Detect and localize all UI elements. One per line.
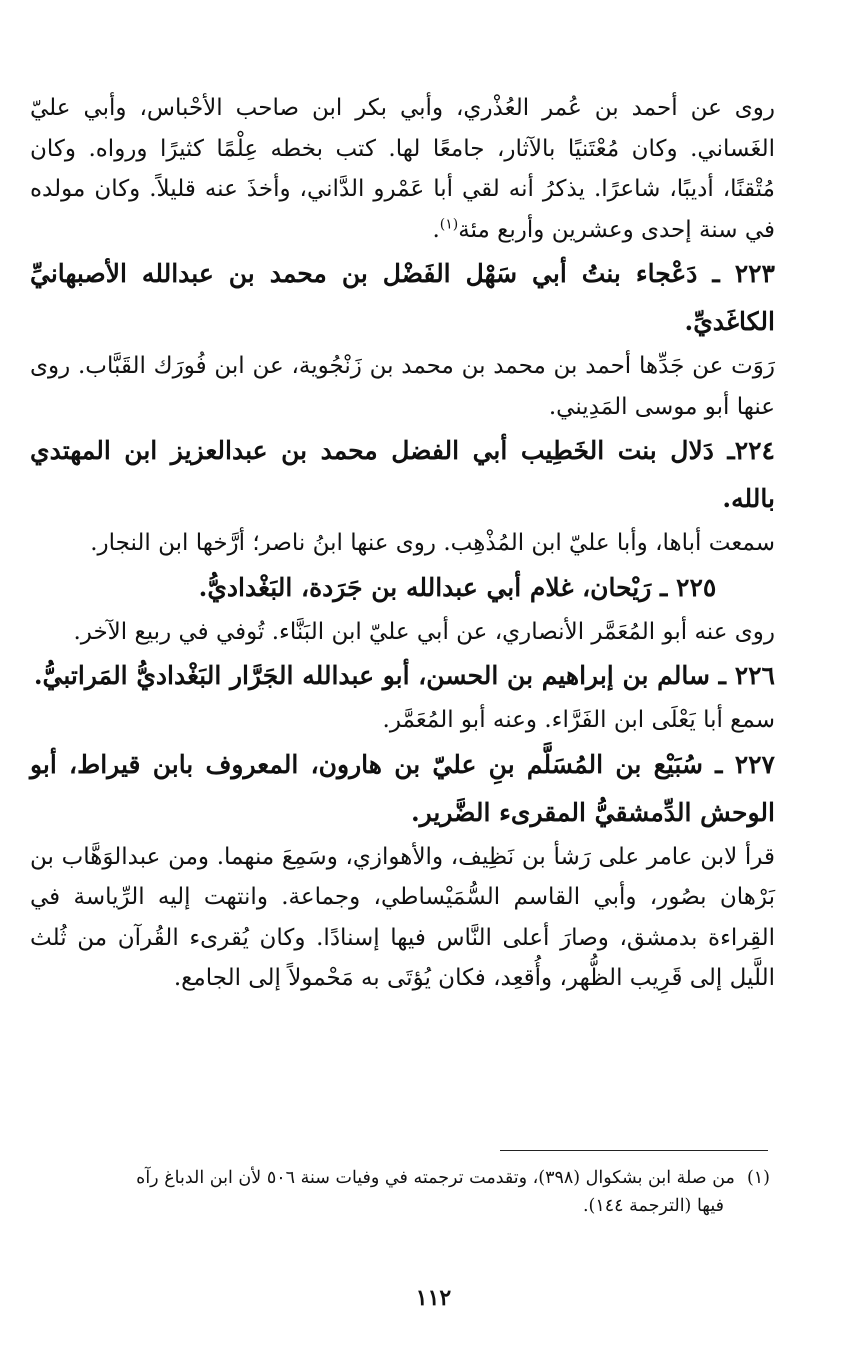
entry-heading: ٢٢٧ ـ سُبَيْع بن المُسَلَّم بنِ عليّ بن هارون، المعروف بابن قيراط، أبو الوحش الدِّمشقيُّ المقرىء الضَّرير. (30, 749, 775, 827)
footnote-ref[interactable]: (١) (439, 215, 459, 232)
footnote-divider (500, 1150, 768, 1151)
paragraph-text: روى عن أحمد بن عُمر العُذْري، وأبي بكر ابن صاحب الأحْباس، وأبي عليّ الغَساني. وكان مُعْتَنيًا بالآثار، جامعًا لها. كتب بخطه عِلْمًا كثيرًا ورواه. وكان مُتْقنًا، أديبًا، شاعرًا. يذكرُ أنه لقي أبا عَمْرو الدَّاني، وأخذَ عنه قليلاً. وكان مولده في سنة إحدى وعشرين وأربع مئة (30, 95, 775, 243)
paragraph: رَوَت عن جَدِّها أحمد بن محمد بن محمد بن زَنْجُوية، عن ابن فُورَك القَبَّاب. روى عنها أبو موسى المَدِيني. (30, 353, 775, 420)
paragraph (30, 88, 775, 250)
entry-heading: ٢٢٦ ـ سالم بن إبراهيم بن الحسن، أبو عبدالله الجَرَّار البَغْداديُّ المَراتبيُّ. (33, 661, 775, 690)
footnote-text-line2: فيها (الترجمة ١٤٤). (582, 1196, 724, 1216)
footnote-number: (١) (746, 1168, 770, 1188)
paragraph: سمعت أباها، وأبا عليّ ابن المُذْهِب. روى عنها ابنُ ناصر؛ أرَّخها ابن النجار. (90, 530, 775, 556)
page-number: ١١٢ (415, 1285, 452, 1311)
entry-heading: ٢٢٣ ـ دَعْجاء بنتُ أبي سَهْل الفَضْل بن محمد بن عبدالله الأصبهانيِّ الكاغَديِّ. (30, 259, 775, 336)
footnote (10, 1164, 770, 1220)
paragraph: سمع أبا يَعْلَى ابن الفَرَّاء. وعنه أبو المُعَمَّر. (382, 707, 775, 733)
paragraph-tail: . (432, 216, 440, 243)
page-body (30, 88, 775, 999)
paragraph: روى عنه أبو المُعَمَّر الأنصاري، عن أبي عليّ ابن البَنَّاء. تُوفي في ربيع الآخر. (73, 618, 775, 645)
footnote-text-line1: من صلة ابن بشكوال (٣٩٨)، وتقدمت ترجمته في وفيات سنة ٥٠٦ لأن ابن الدباغ رآه (136, 1168, 735, 1188)
paragraph: قرأ لابن عامر على رَشأ بن نَظِيف، والأهوازي، وسَمِعَ منهما. ومن عبدالوَهَّاب بن بَرْهان بصُور، وأبي القاسم السُّمَيْساطي، وجماعة. وانتهت إليه الرِّياسة في القِراءة بدمشق، وصارَ أعلى النَّاس فيها إسنادًا. وكان يُقرىء القُرآن من ثُلث اللَّيل إلى قَرِيب الظُّهر، وأُقعِد، فكان يُؤتَى به مَحْمولاً إلى الجامع. (30, 843, 775, 991)
entry-heading: ٢٢٥ ـ رَيْحان، غلام أبي عبدالله بن جَرَدة، البَغْداديُّ. (198, 572, 717, 602)
entry-heading: ٢٢٤ـ دَلال بنت الخَطِيب أبي الفضل محمد بن عبدالعزيز ابن المهتدي بالله. (30, 436, 775, 513)
